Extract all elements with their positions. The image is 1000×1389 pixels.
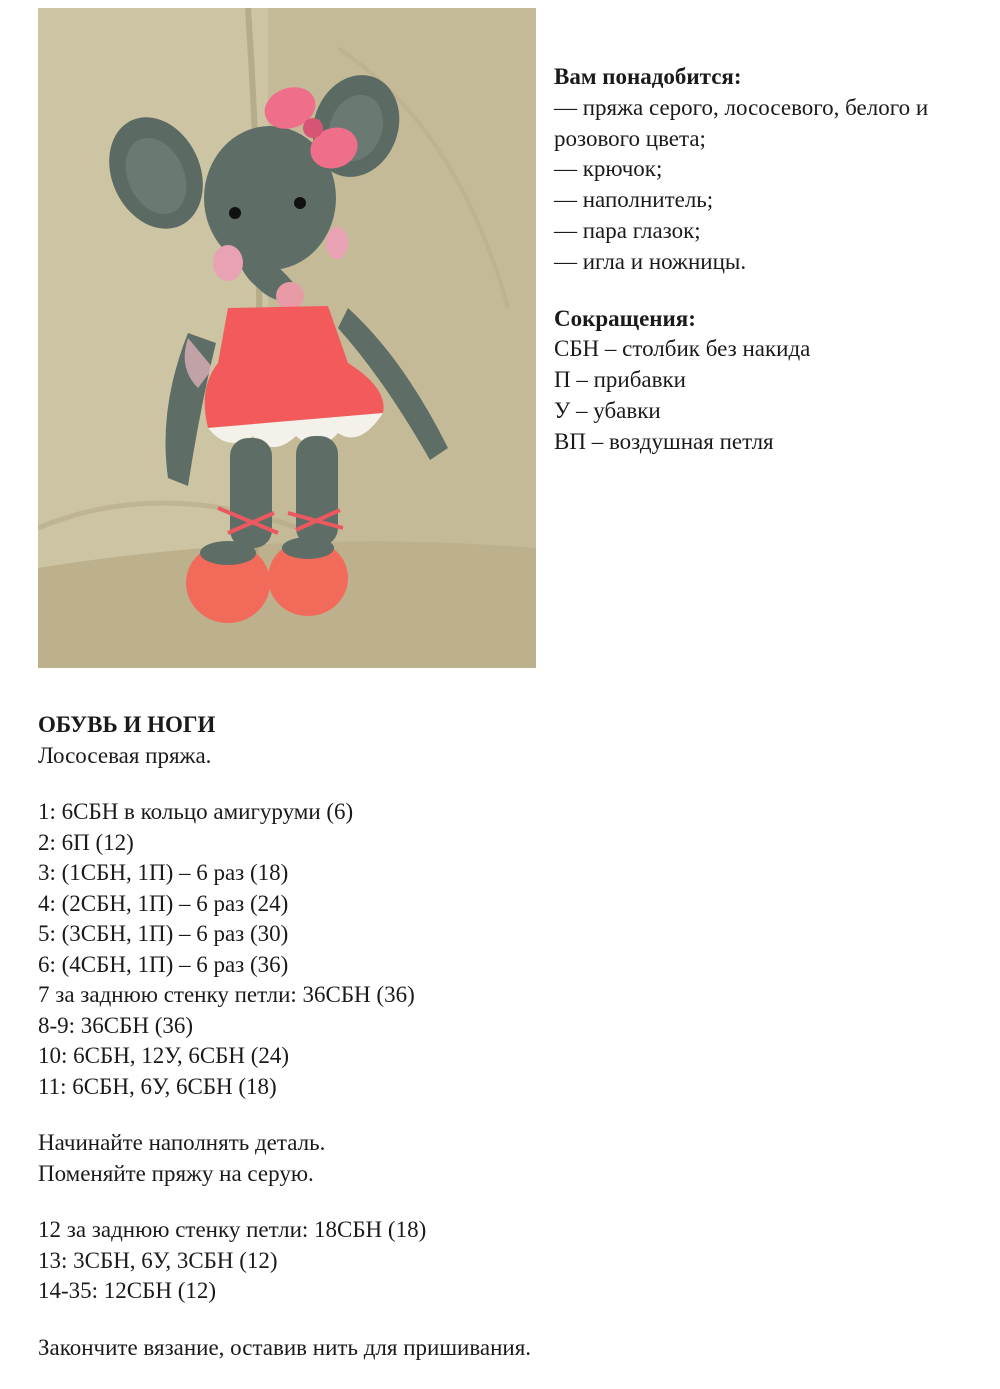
materials-item: — наполнитель; (554, 187, 714, 213)
pattern-row: 6: (4СБН, 1П) – 6 раз (36) (38, 951, 289, 977)
spacer (38, 771, 978, 797)
pattern-row: 8-9: 36СБН (36) (38, 1012, 194, 1038)
spacer (38, 1102, 978, 1128)
abbreviation-item: У – убавки (554, 397, 661, 423)
spacer (38, 1307, 978, 1333)
pattern-row: 11: 6СБН, 6У, 6СБН (18) (38, 1073, 277, 1099)
materials-item: — крючок; (554, 156, 663, 182)
abbreviation-item: ВП – воздушная петля (554, 428, 774, 454)
instruction-note: Начинайте наполнять деталь. (38, 1130, 326, 1155)
pattern-row: 12 за заднюю стенку петли: 18СБН (18) (38, 1217, 427, 1242)
pattern-row: 13: 3СБН, 6У, 3СБН (12) (38, 1247, 278, 1273)
section-title: ОБУВЬ И НОГИ (38, 712, 216, 737)
pattern-row: 14-35: 12СБН (12) (38, 1278, 217, 1303)
pattern-row: 3: (1СБН, 1П) – 6 раз (18) (38, 860, 289, 885)
pattern-row: 1: 6СБН в кольцо амигуруми (6) (38, 799, 354, 824)
materials-item: — пара глазок; (554, 217, 701, 243)
spacer (554, 278, 994, 304)
product-photo (38, 8, 536, 668)
spacer (38, 1189, 978, 1215)
materials-item: — игла и ножницы. (554, 248, 747, 274)
materials-item: розового цвета; (554, 125, 706, 151)
abbreviations-title: Сокращения: (554, 305, 696, 331)
finish-note: Закончите вязание, оставив нить для пришивания. (38, 1334, 532, 1360)
pattern-row: 7 за заднюю стенку петли: 36СБН (36) (38, 982, 415, 1007)
abbreviation-item: СБН – столбик без накида (554, 336, 811, 362)
pattern-section (38, 710, 978, 1363)
crochet-mouse-illustration (38, 8, 536, 668)
yarn-note: Лососевая пряжа. (38, 742, 212, 768)
pattern-row: 10: 6СБН, 12У, 6СБН (24) (38, 1043, 290, 1068)
abbreviation-item: П – прибавки (554, 367, 686, 393)
requirements-panel (554, 62, 994, 458)
pattern-row: 4: (2СБН, 1П) – 6 раз (24) (38, 890, 289, 916)
pattern-row: 2: 6П (12) (38, 829, 134, 855)
materials-item: — пряжа серого, лососевого, белого и (554, 94, 929, 120)
instruction-note: Поменяйте пряжу на серую. (38, 1160, 314, 1186)
pattern-row: 5: (3СБН, 1П) – 6 раз (30) (38, 921, 289, 946)
materials-title: Вам понадобится: (554, 64, 742, 89)
